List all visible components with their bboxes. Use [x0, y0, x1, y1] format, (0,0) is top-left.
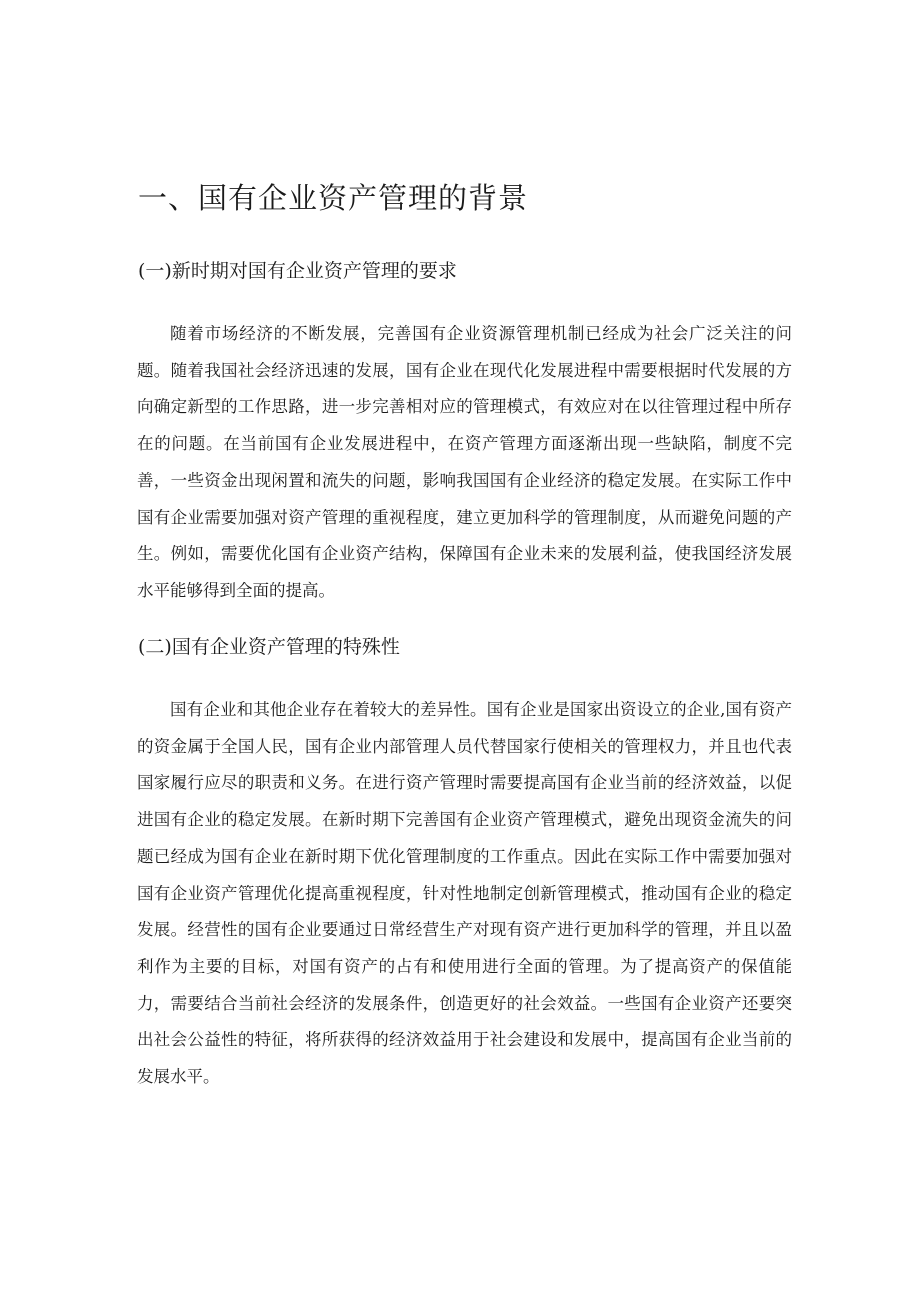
section-2-title: (二)国有企业资产管理的特殊性 [138, 636, 400, 658]
section-1-title: (一)新时期对国有企业资产管理的要求 [138, 260, 457, 282]
section-1-paragraph: 随着市场经济的不断发展，完善国有企业资源管理机制已经成为社会广泛关注的问题。随着我国社会经济迅速的发展，国有企业在现代化发展进程中需要根据时代发展的方向确定新型的工作思路，进一步完善相对应的管理模式，有效应对在以往管理过程中所存在的问题。在当前国有企业发展进程中，在资产管理方面逐渐出现一些缺陷，制度不完善，一些资金出现闲置和流失的问题，影响我国国有企业经济的稳定发展。在实际工作中国有企业需要加强对资产管理的重视程度，建立更加科学的管理制度，从而避免问题的产生。例如，需要优化国有企业资产结构，保障国有企业未来的发展利益，使我国经济发展水平能够得到全面的提高。 [137, 324, 792, 600]
section-2-paragraph: 国有企业和其他企业存在着较大的差异性。国有企业是国家出资设立的企业,国有资产的资金属于全国人民，国有企业内部管理人员代替国家行使相关的管理权力，并且也代表国家履行应尽的职责和义务。在进行资产管理时需要提高国有企业当前的经济效益，以促进国有企业的稳定发展。在新时期下完善国有企业资产管理模式，避免出现资金流失的问题已经成为国有企业在新时期下优化管理制度的工作重点。因此在实际工作中需要加强对国有企业资产管理优化提高重视程度，针对性地制定创新管理模式，推动国有企业的稳定发展。经营性的国有企业要通过日常经营生产对现有资产进行更加科学的管理，并且以盈利作为主要的目标，对国有资产的占有和使用进行全面的管理。为了提高资产的保值能力，需要结合当前社会经济的发展条件，创造更好的社会效益。一些国有企业资产还要突出社会公益性的特征，将所获得的经济效益用于社会建设和发展中，提高国有企业当前的发展水平。 [137, 700, 792, 1087]
chapter-heading: 一、国有企业资产管理的背景 [138, 181, 529, 215]
